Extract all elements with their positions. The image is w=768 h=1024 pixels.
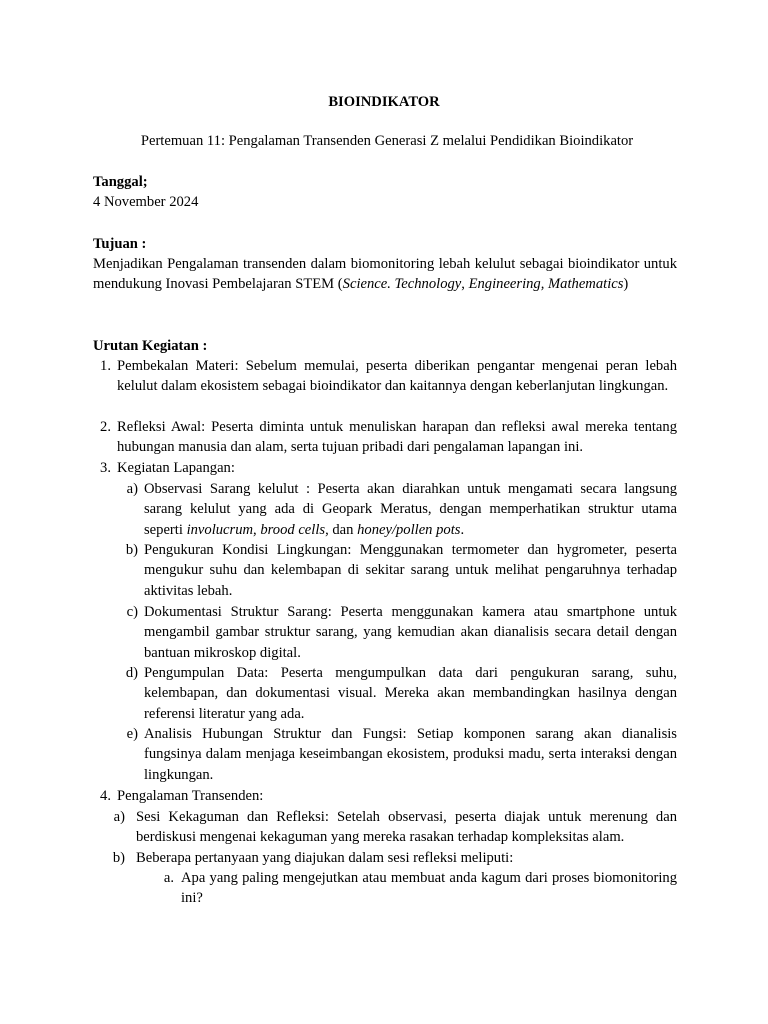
list-item-3 <box>93 458 677 478</box>
list-item-text: Pengumpulan Data: Peserta mengumpulkan data dari pengukuran sarang, suhu, kelembapan, dan dokumentasi visual. Mereka akan membandingkan hasilnya dengan referensi literatur yang ada. <box>144 665 677 722</box>
list-item-3e <box>118 724 677 785</box>
text-emphasis: brood cells <box>260 521 326 538</box>
list-item-text: Dokumentasi Struktur Sarang: Peserta menggunakan kamera atau smartphone untuk mengambil gambar struktur sarang, yang kemudian akan dianalisis secara detail dengan bantuan mikroskop digital. <box>144 604 677 661</box>
list-item-3b <box>118 540 677 601</box>
list-item-3c <box>118 602 677 663</box>
list-item-4 <box>93 786 677 806</box>
text-part: , dan <box>325 521 358 538</box>
text-part: . <box>460 521 465 538</box>
list-item-text: Kegiatan Lapangan: <box>117 460 235 476</box>
text-emphasis: honey/pollen pots <box>357 521 461 538</box>
list-marker: 2. <box>100 419 111 435</box>
list-marker: d) <box>125 665 138 681</box>
list-marker: 1. <box>100 358 111 374</box>
goal-text-part-3: ) <box>623 276 629 293</box>
list-item-2 <box>93 417 677 458</box>
list-marker: a. <box>163 870 174 886</box>
document-subtitle: Pertemuan 11: Pengalaman Transenden Generasi Z melalui Pendidikan Bioindikator <box>140 133 634 149</box>
document-title: BIOINDIKATOR <box>328 94 440 110</box>
list-marker: b) <box>112 850 125 866</box>
goal-text <box>93 254 677 295</box>
goal-text-part-2: , <box>461 276 469 293</box>
list-marker: a) <box>126 481 138 497</box>
list-marker: b) <box>125 542 138 558</box>
list-item-text: Refleksi Awal: Peserta diminta untuk menuliskan harapan dan refleksi awal mereka tentang hubungan manusia dan alam, serta tujuan pribadi dari pengalaman lapangan ini. <box>117 419 677 456</box>
list-item-text: Pembekalan Materi: Sebelum memulai, peserta diberikan pengantar mengenai peran lebah kelulut dalam ekosistem sebagai bioindikator dan kaitannya dengan keberlanjutan lingkungan. <box>117 358 677 395</box>
goal-text-emphasis-2: Engineering, Mathematics <box>468 276 624 293</box>
goal-text-emphasis-1: Science. Technology <box>342 276 462 293</box>
list-item-4a <box>93 807 677 848</box>
goal-label: Tujuan : <box>93 236 147 252</box>
list-item-text: Pengukuran Kondisi Lingkungan: Menggunakan termometer dan hygrometer, peserta mengukur suhu dan kelembapan di sekitar sarang untuk melihat pengaruhnya terhadap aktivitas lebah. <box>144 542 677 599</box>
list-item-text: Apa yang paling mengejutkan atau membuat anda kagum dari proses biomonitoring ini? <box>181 870 677 907</box>
date-label: Tanggal; <box>93 174 148 190</box>
list-item-3a <box>118 479 677 540</box>
list-item-4b-a <box>155 868 677 909</box>
list-marker: a) <box>113 809 125 825</box>
list-marker: c) <box>126 604 138 620</box>
activities-label: Urutan Kegiatan : <box>93 338 208 354</box>
text-emphasis: involucrum <box>186 521 254 538</box>
list-item-text: Pengalaman Transenden: <box>117 788 264 804</box>
list-item-text <box>144 479 677 540</box>
list-item-1 <box>93 356 677 397</box>
list-item-text: Analisis Hubungan Struktur dan Fungsi: Setiap komponen sarang akan dianalisis fungsinya dalam menjaga keseimbangan ekosistem, produksi madu, serta interaksi dengan lingkungan. <box>144 726 677 783</box>
date-value: 4 November 2024 <box>93 194 199 210</box>
list-item-4b <box>93 848 677 868</box>
list-marker: 3. <box>100 460 111 476</box>
text-part: Observasi Sarang kelulut : Peserta akan diarahkan untuk mengamati secara langsung sarang kelulut yang ada di Geopark Meratus, dengan memperhatikan struktur utama seperti <box>144 481 677 538</box>
list-item-text: Sesi Kekaguman dan Refleksi: Setelah observasi, peserta diajak untuk merenung dan berdiskusi mengenai kekaguman yang mereka rasakan terhadap kompleksitas alam. <box>136 809 677 846</box>
list-marker: e) <box>126 726 138 742</box>
text-part: , <box>253 521 261 538</box>
goal-text-part-1: Menjadikan Pengalaman transenden dalam biomonitoring lebah kelulut sebagai bioindikator untuk mendukung Inovasi Pembelajaran STEM ( <box>93 256 677 293</box>
list-item-text: Beberapa pertanyaan yang diajukan dalam sesi refleksi meliputi: <box>136 850 514 866</box>
list-item-3d <box>118 663 677 724</box>
list-marker: 4. <box>100 788 111 804</box>
